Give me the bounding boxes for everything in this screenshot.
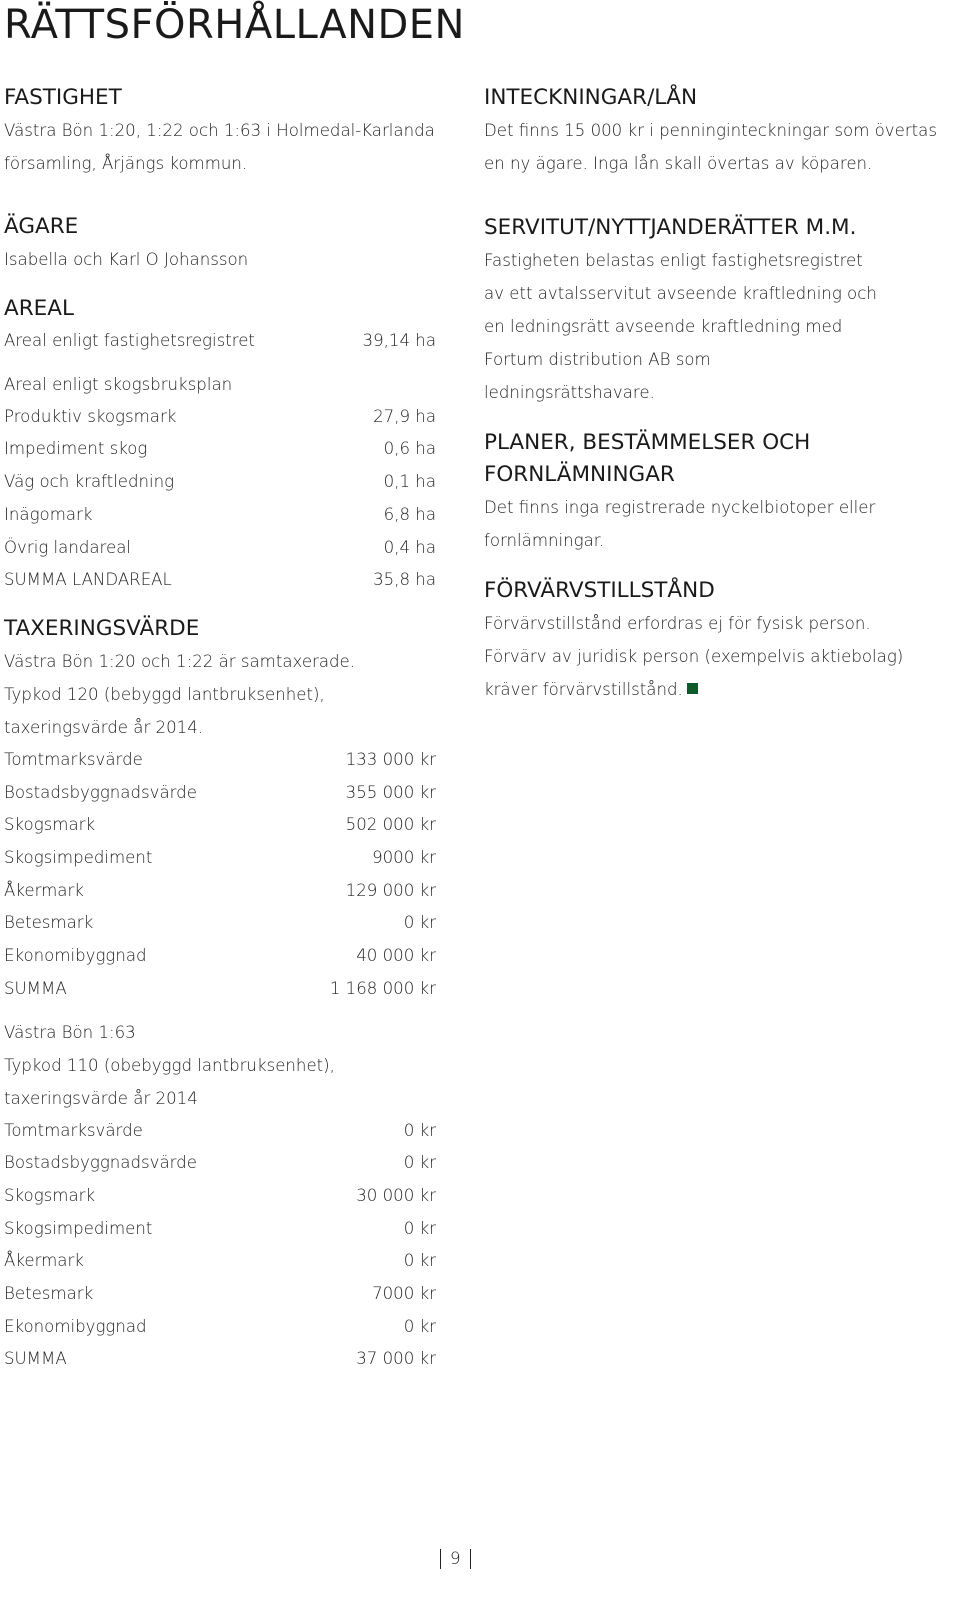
heading-agare: ÄGARE — [4, 214, 79, 239]
areal-register-value: 39,14 ha — [362, 331, 436, 350]
text-servitut: Fastigheten belastas enligt fastighetsregistret av ett avtalsservitut avseende kraftledning och en ledningsrätt avseende kraftledning med Fortum distribution AB som ledningsrättshavare. — [484, 251, 877, 402]
end-mark-square-icon — [687, 683, 698, 694]
areal-row-value: 0,4 ha — [383, 537, 436, 557]
heading-inteckningar: INTECKNINGAR/LÅN — [484, 85, 698, 110]
taxering-row — [4, 940, 436, 973]
footer-divider-right — [470, 1549, 471, 1569]
areal-row-value: 35,8 ha — [373, 570, 436, 590]
areal-row — [4, 564, 436, 597]
section-servitut — [484, 212, 954, 409]
taxering-row — [4, 1245, 436, 1278]
areal-row-label: SUMMA LANDAREAL — [4, 570, 172, 590]
section-taxering — [4, 613, 436, 1376]
taxering-row-label: Åkermark — [4, 1251, 84, 1271]
taxering-row-label: Bostadsbyggnadsvärde — [4, 1153, 197, 1173]
section-forvarv — [484, 575, 954, 706]
taxering-table-2 — [4, 1115, 436, 1377]
taxering-row-value: 502 000 kr — [345, 815, 436, 835]
areal-row-label: Impediment skog — [4, 439, 148, 459]
taxering-line3: Västra Bön 1:63 — [4, 1022, 136, 1042]
taxering-row-value: 133 000 kr — [345, 749, 436, 769]
heading-areal: AREAL — [4, 296, 74, 321]
areal-table — [4, 401, 436, 597]
taxering-row-value: 0 kr — [403, 1218, 436, 1238]
areal-plan-label: Areal enligt skogsbruksplan — [4, 374, 233, 394]
taxering-row-value: 0 kr — [403, 1251, 436, 1271]
taxering-row-value: 9000 kr — [372, 848, 436, 868]
page-footer — [440, 1548, 471, 1570]
taxering-row-label: Ekonomibyggnad — [4, 1316, 147, 1336]
taxering-row-value: 7000 kr — [372, 1284, 436, 1304]
areal-row-label: Produktiv skogsmark — [4, 406, 177, 426]
areal-row-label: Övrig landareal — [4, 537, 131, 557]
text-inteckningar: Det finns 15 000 kr i penninginteckningar som övertas en ny ägare. Inga lån skall övertas av köparen. — [484, 121, 937, 173]
section-planer — [484, 427, 954, 557]
taxering-row-label: Skogsimpediment — [4, 1218, 153, 1238]
taxering-row — [4, 907, 436, 940]
page-number: 9 — [450, 1549, 461, 1568]
text-forvarv-line2 — [484, 640, 914, 706]
section-agare — [4, 211, 436, 276]
taxering-row — [4, 1278, 436, 1311]
taxering-row — [4, 973, 436, 1006]
taxering-row-label: Betesmark — [4, 1284, 94, 1304]
taxering-line2: Typkod 120 (bebyggd lantbruksenhet), taxeringsvärde år 2014. — [4, 684, 325, 737]
heading-servitut: SERVITUT/NYTTJANDERÄTTER M.M. — [484, 215, 857, 240]
taxering-row — [4, 809, 436, 842]
taxering-row — [4, 1213, 436, 1246]
taxering-row-value: 40 000 kr — [356, 946, 436, 966]
areal-row-label: Väg och kraftledning — [4, 472, 175, 492]
taxering-line1: Västra Bön 1:20 och 1:22 är samtaxerade. — [4, 651, 356, 671]
taxering-row — [4, 1343, 436, 1376]
taxering-row-value: 355 000 kr — [345, 782, 436, 802]
taxering-row-label: Tomtmarksvärde — [4, 1120, 143, 1140]
taxering-row-label: Betesmark — [4, 913, 94, 933]
taxering-row-value: 129 000 kr — [345, 880, 436, 900]
areal-row-value: 6,8 ha — [383, 504, 436, 524]
taxering-row-value: 1 168 000 kr — [329, 978, 436, 998]
section-areal — [4, 293, 436, 597]
taxering-row-label: Bostadsbyggnadsvärde — [4, 782, 197, 802]
taxering-row — [4, 875, 436, 908]
taxering-row — [4, 1311, 436, 1344]
heading-fastighet: FASTIGHET — [4, 85, 122, 110]
section-fastighet — [4, 82, 436, 180]
areal-row-value: 27,9 ha — [373, 406, 436, 426]
taxering-row-value: 30 000 kr — [356, 1185, 436, 1205]
heading-taxering: TAXERINGSVÄRDE — [4, 615, 200, 641]
page-title: RÄTTSFÖRHÅLLANDEN — [4, 2, 465, 48]
heading-forvarv: FÖRVÄRVSTILLSTÅND — [484, 578, 715, 603]
taxering-row-value: 0 kr — [403, 1153, 436, 1173]
taxering-row-label: Tomtmarksvärde — [4, 749, 143, 769]
text-forvarv-line1: Förvärvstillstånd erfordras ej för fysisk person. — [484, 614, 871, 633]
taxering-table-1 — [4, 744, 436, 1006]
taxering-row — [4, 1115, 436, 1148]
areal-row — [4, 499, 436, 532]
taxering-row — [4, 777, 436, 810]
taxering-row — [4, 842, 436, 875]
right-column — [484, 82, 954, 706]
areal-register-label: Areal enligt fastighetsregistret — [4, 331, 255, 350]
text-agare: Isabella och Karl O Johansson — [4, 250, 249, 269]
text-forvarv-line2-text: Förvärv av juridisk person (exempelvis aktiebolag) kräver förvärvstillstånd. — [484, 647, 904, 699]
areal-row — [4, 401, 436, 434]
areal-row — [4, 466, 436, 499]
taxering-row — [4, 744, 436, 777]
taxering-row-value: 0 kr — [403, 1120, 436, 1140]
section-inteckningar — [484, 82, 954, 180]
heading-planer: PLANER, BESTÄMMELSER OCH FORNLÄMNINGAR — [484, 430, 811, 487]
taxering-row-value: 0 kr — [403, 913, 436, 933]
taxering-row-label: SUMMA — [4, 978, 67, 998]
taxering-row — [4, 1147, 436, 1180]
taxering-row-value: 0 kr — [403, 1316, 436, 1336]
taxering-line4: Typkod 110 (obebyggd lantbruksenhet), taxeringsvärde år 2014 — [4, 1055, 335, 1108]
taxering-row-label: Skogsimpediment — [4, 848, 153, 868]
taxering-row-label: Skogsmark — [4, 1185, 96, 1205]
taxering-row-label: Åkermark — [4, 880, 84, 900]
taxering-row-label: Ekonomibyggnad — [4, 946, 147, 966]
taxering-row-label: Skogsmark — [4, 815, 96, 835]
areal-register-row — [4, 325, 436, 358]
text-planer: Det finns inga registrerade nyckelbiotoper eller fornlämningar. — [484, 498, 876, 550]
areal-row — [4, 532, 436, 565]
text-fastighet: Västra Bön 1:20, 1:22 och 1:63 i Holmedal-Karlanda församling, Årjängs kommun. — [4, 121, 435, 173]
left-column — [4, 82, 436, 1376]
taxering-row-label: SUMMA — [4, 1349, 67, 1369]
areal-row-value: 0,6 ha — [383, 439, 436, 459]
areal-row-label: Inägomark — [4, 504, 93, 524]
areal-row-value: 0,1 ha — [383, 472, 436, 492]
taxering-row — [4, 1180, 436, 1213]
areal-row — [4, 433, 436, 466]
taxering-row-value: 37 000 kr — [356, 1349, 436, 1369]
